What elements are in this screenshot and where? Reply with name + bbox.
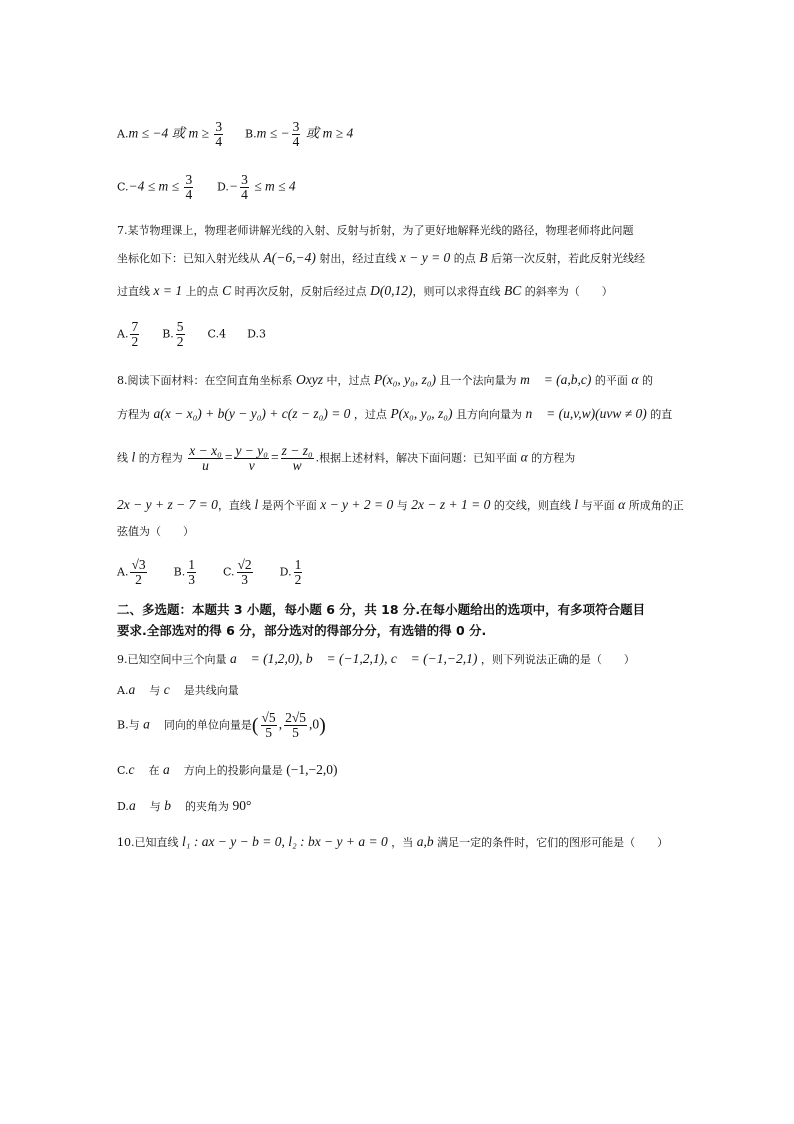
q7-line1: 7.某节物理课上，物理老师讲解光线的入射、反射与折射，为了更好地解释光线的路径，物理老师将此问题	[117, 224, 634, 237]
q6-option-c: C.−4 ≤ m ≤ $\frac{3}{4}$	[117, 172, 193, 202]
q9-stem: 9.已知空间中三个向量 a⃗ = (1,2,0), b⃗ = (−1,2,1), c⃗ = (−1,−2,1) ，则下列说法正确的是（ ）	[117, 651, 635, 666]
q8-line3: 线 l 的方程为 $\frac{\text{x − x₀}}{u}$ = $\frac{\text{y − y₀}}{v}$ = $\frac{\text{z − z₀}}{w}$ .根据上述材料，解决下面问题：已知平面 α 的方程为	[117, 443, 576, 473]
q7-line3: 过直线 x = 1 上的点 C 时再次反射，反射后经过点 D(0,12)，则可以求得直线 BC 的斜率为（ ）	[117, 283, 613, 298]
section2-heading-line2: 要求.全部选对的得 6 分，部分选对的得部分分，有选错的得 0 分.	[117, 623, 487, 638]
q8-line2: 方程为 a(x − x₀) + b(y − y₀) + c(z − z₀) = 0 ，过点 P(x₀, y₀, z₀) 且方向向量为 n⃗ = (u,v,w)(uvw ≠ 0) 的直	[117, 406, 673, 421]
section2-heading-line1: 二、多选题：本题共 3 小题，每小题 6 分，共 18 分.在每小题给出的选项中，有多项符合题目	[117, 602, 646, 617]
q6-option-b: B.m ≤ − $\frac{3}{4}$ 或 m ≥ 4	[245, 119, 354, 149]
q8-line1: 8.阅读下面材料：在空间直角坐标系 Oxyz 中，过点 P(x₀, y₀, z₀) 且一个法向量为 m⃗ = (a,b,c) 的平面 α 的	[117, 372, 653, 387]
q6-option-d: D.− $\frac{3}{4}$ ≤ m ≤ 4	[217, 172, 296, 202]
q9-option-c: C.c⃗ 在 a⃗ 方向上的投影向量是 (−1,−2,0)	[117, 762, 338, 777]
q7-options: A. $\frac{7}{2}$ B. $\frac{5}{2}$ C.4 D.3	[117, 319, 267, 349]
q9-option-b: B.与 a⃗ 同向的单位向量是( $\frac{√5}{5}$ , $\frac{2√5}{5}$ ,0)	[117, 710, 326, 740]
q10-stem: 10.已知直线 l₁ : ax − y − b = 0, l₂ : bx − y + a = 0 ，当 a,b 满足一定的条件时，它们的图形可能是（ ）	[117, 834, 669, 849]
q7-line2: 坐标化如下：已知入射光线从 A(−6,−4) 射出，经过直线 x − y = 0 的点 B 后第一次反射，若此反射光线经	[117, 250, 646, 265]
q9-option-a: A.a⃗ 与 c⃗ 是共线向量	[117, 682, 239, 697]
q8-line5: 弦值为（ ）	[117, 525, 194, 538]
q8-line4: 2x − y + z − 7 = 0，直线 l 是两个平面 x − y + 2 = 0 与 2x − z + 1 = 0 的交线，则直线 l 与平面 α 所成角的正	[117, 497, 684, 512]
q6-option-a: A.m ≤ −4 或 m ≥ $\frac{3}{4}$	[117, 119, 223, 149]
q9-option-d: D.a⃗ 与 b⃗ 的夹角为 90°	[117, 798, 252, 813]
q8-options: A. $\frac{√3}{2}$ B. $\frac{1}{3}$ C. $\frac{√2}{3}$ D. $\frac{1}{2}$	[117, 557, 302, 587]
